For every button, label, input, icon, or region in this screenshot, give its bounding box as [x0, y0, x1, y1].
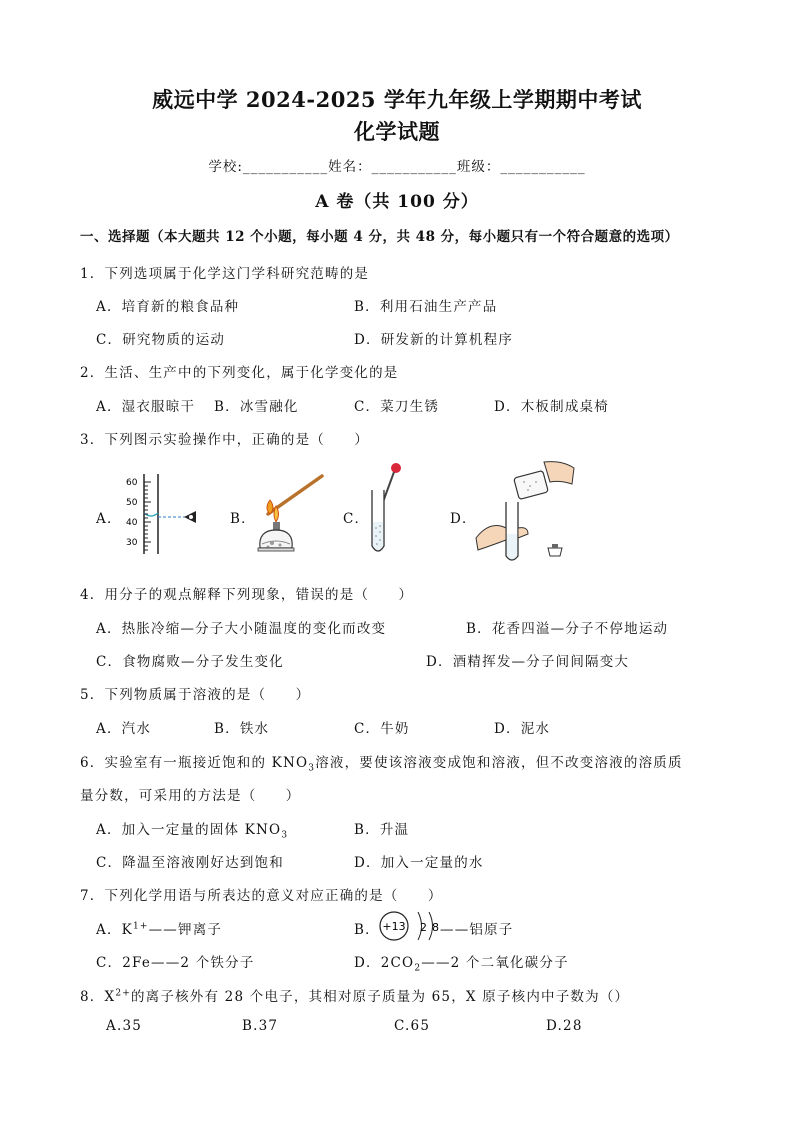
question-8-option-a: A.35: [106, 1018, 143, 1034]
question-7-option-a: A．$K^{1+}——$钾离子: [96, 921, 223, 938]
question-5-option-d: D．泥水: [494, 721, 551, 737]
question-5-option-b: B．铁水: [214, 721, 270, 737]
question-3-option-d: D．: [450, 511, 477, 527]
cylinder-tick-label: 50: [126, 498, 138, 508]
cylinder-tick-label: 40: [126, 518, 138, 528]
nucleus-charge: +13: [382, 920, 406, 933]
question-3-stem: 3．下列图示实验操作中，正确的是（ ）: [80, 432, 370, 448]
question-7-option-c: C．2Fe——2 个铁分子: [96, 955, 255, 971]
question-7-option-d: D．$2CO_2——2$ 个二氧化碳分子: [354, 955, 569, 974]
student-info-line: 学校:___________姓名：___________班级：___________: [208, 159, 586, 175]
part-title: A 卷（共 100 分）: [315, 192, 479, 212]
question-4-option-d: D．酒精挥发—分子间间隔变大: [426, 654, 630, 670]
question-8-option-d: D.28: [546, 1018, 583, 1034]
eye-icon: [184, 511, 196, 523]
cylinder-tick-label: 30: [126, 538, 138, 548]
dropper-tube-figure: [362, 460, 412, 560]
question-8-stem: 8．$X^{2+}$的离子核外有 28 个电子，其相对原子质量为 65，X 原子核内中子数为（）: [80, 988, 630, 1005]
question-6-option-a: A．加入一定量的固体 $KNO_3$: [96, 822, 289, 841]
question-1-option-c: C．研究物质的运动: [96, 332, 226, 348]
question-8-option-c: C.65: [394, 1018, 431, 1034]
atom-structure-diagram: [378, 908, 440, 944]
question-3-option-c: C．: [343, 511, 370, 527]
question-5-option-a: A．汽水: [96, 721, 152, 737]
pouring-liquid-figure: [470, 458, 580, 563]
question-6-stem-line2: 量分数，可采用的方法是（ ）: [80, 788, 301, 804]
question-4-option-b: B．花香四溢—分子不停地运动: [466, 621, 669, 637]
question-8-option-b: B.37: [242, 1018, 279, 1034]
cylinder-reading-figure: [118, 470, 208, 558]
question-3-option-b: B．: [230, 511, 256, 527]
question-6-stem-line1: 6．实验室有一瓶接近饱和的 $KNO_3$溶液，要使该溶液变成饱和溶液，但不改变溶液的溶质质: [80, 755, 683, 774]
question-2-option-c: C．菜刀生锈: [354, 399, 440, 415]
question-2-option-a: A．湿衣服晾干: [96, 399, 196, 415]
question-4-option-a: A．热胀冷缩—分子大小随温度的变化而改变: [96, 621, 387, 637]
cylinder-tick-label: 60: [126, 478, 138, 488]
subject-title: 化学试题: [354, 119, 440, 144]
question-7-option-b-label: B．: [354, 922, 380, 938]
section-heading: 一、选择题（本大题共 12 个小题，每小题 4 分，共 48 分，每小题只有一个符合题意的选项）: [80, 229, 679, 245]
question-6-option-d: D．加入一定量的水: [354, 855, 484, 871]
question-3-option-a: A．: [96, 511, 122, 527]
question-4-option-c: C．食物腐败—分子发生变化: [96, 654, 284, 670]
flame-icon: [267, 500, 273, 514]
alcohol-lamp-figure: [250, 470, 330, 558]
question-7-option-b-text: ——铝原子: [440, 922, 514, 938]
question-1-stem: 1．下列选项属于化学这门学科研究范畴的是: [80, 266, 370, 282]
question-4-stem: 4．用分子的观点解释下列现象，错误的是（ ）: [80, 587, 414, 603]
question-2-stem: 2．生活、生产中的下列变化，属于化学变化的是: [80, 365, 399, 381]
question-1-option-a: A．培育新的粮食品种: [96, 299, 240, 315]
shell-electrons: 8: [432, 921, 439, 934]
question-1-option-d: D．研发新的计算机程序: [354, 332, 514, 348]
shell-electrons: 2: [420, 921, 427, 934]
question-7-stem: 7．下列化学用语与所表达的意义对应正确的是（ ）: [80, 888, 443, 904]
exam-title: 威远中学 2024-2025 学年九年级上学期期中考试: [152, 87, 642, 112]
question-1-option-b: B．利用石油生产产品: [354, 299, 498, 315]
question-5-option-c: C．牛奶: [354, 721, 410, 737]
question-2-option-d: D．木板制成桌椅: [494, 399, 609, 415]
question-6-option-c: C．降温至溶液刚好达到饱和: [96, 855, 284, 871]
question-2-option-b: B．冰雪融化: [214, 399, 299, 415]
question-5-stem: 5．下列物质属于溶液的是（ ）: [80, 687, 311, 703]
question-6-option-b: B．升温: [354, 822, 410, 838]
